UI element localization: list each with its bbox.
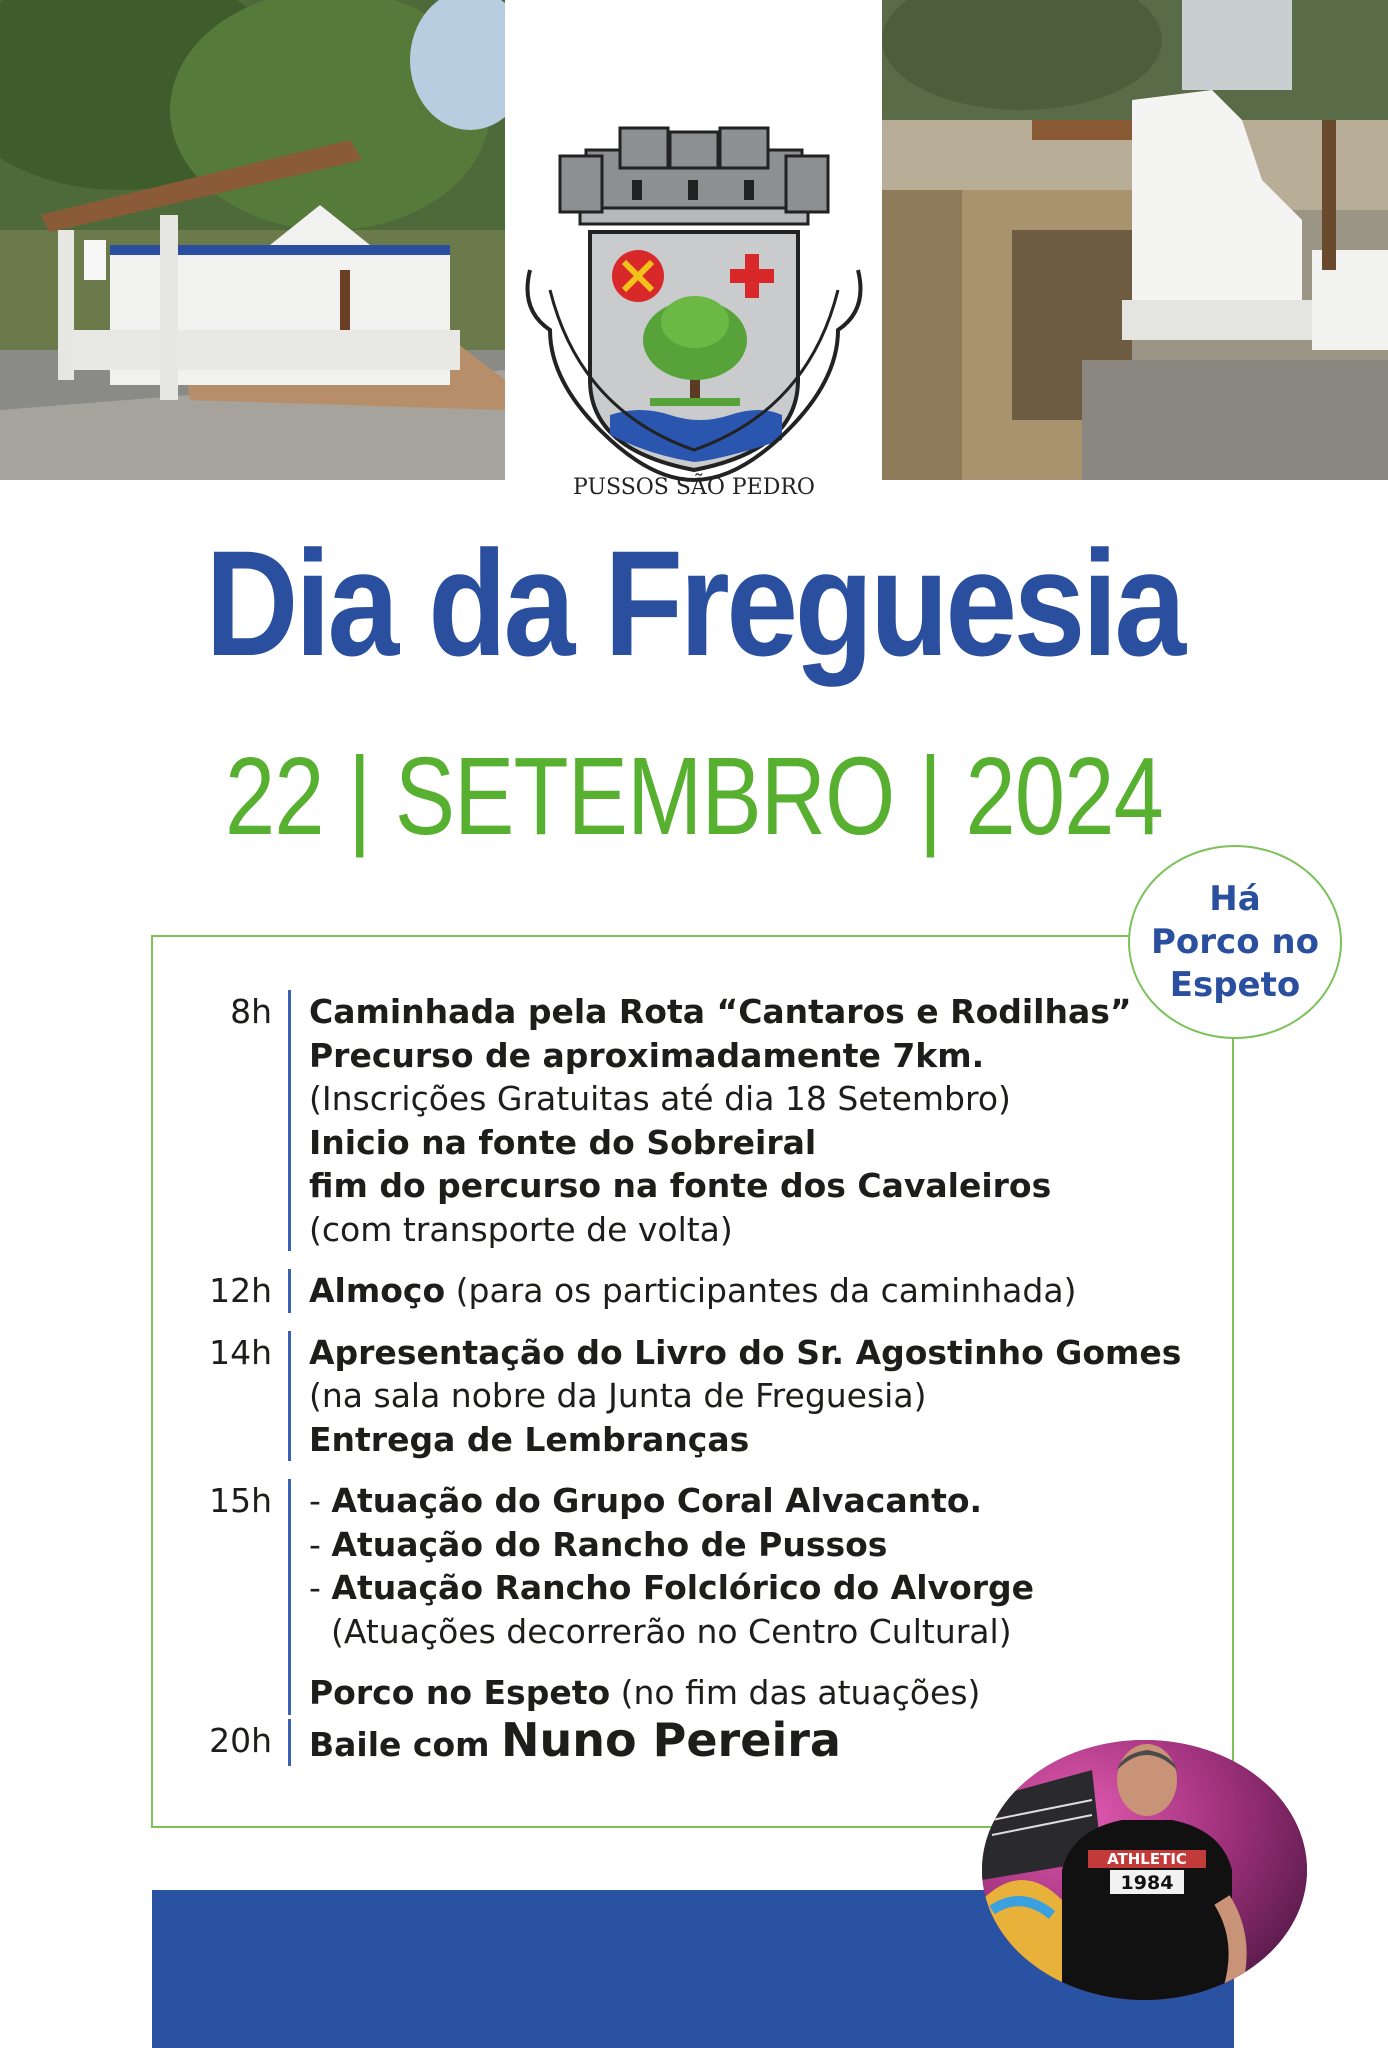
schedule-line: (na sala nobre da Junta de Freguesia) <box>309 1376 927 1415</box>
badge-line-1: Há <box>1209 878 1261 919</box>
schedule-line-bold: Porco no Espeto <box>309 1673 611 1712</box>
schedule-line: (Atuações decorrerão no Centro Cultural) <box>331 1611 1012 1651</box>
shirt-brand: ATHLETIC <box>1107 1850 1187 1868</box>
schedule-time: 14h <box>160 1331 291 1462</box>
schedule-time: 12h <box>160 1269 291 1313</box>
bullet-dash: - <box>309 1568 332 1607</box>
event-schedule <box>160 990 1240 1766</box>
schedule-time: 8h <box>160 990 291 1251</box>
schedule-time: 20h <box>160 1719 291 1767</box>
schedule-item-8h <box>160 990 1240 1251</box>
page-title: Dia da Freguesia <box>205 519 1183 687</box>
crest-ribbon-text: PUSSOS SÃO PEDRO <box>573 475 815 500</box>
bullet-dash: - <box>309 1524 332 1564</box>
schedule-line-text: Atuação Rancho Folclórico do Alvorge <box>331 1568 1034 1607</box>
schedule-line: fim do percurso na fonte dos Cavaleiros <box>309 1166 1052 1205</box>
schedule-line-note: (para os participantes da caminhada) <box>445 1271 1077 1310</box>
schedule-line-text: Atuação do Grupo Coral Alvacanto. <box>331 1481 983 1520</box>
schedule-line <box>309 1269 1076 1313</box>
schedule-line: Precurso de aproximadamente 7km. <box>309 1035 985 1075</box>
schedule-line <box>309 1712 841 1767</box>
schedule-line-note: (no fim das atuações) <box>610 1673 981 1712</box>
performer-photo <box>982 1740 1307 2000</box>
badge-line-2: Porco no <box>1151 921 1319 962</box>
parish-coat-of-arms <box>520 110 868 500</box>
schedule-line: Caminhada pela Rota “Cantaros e Rodilhas” <box>309 992 1132 1031</box>
schedule-line: (Inscrições Gratuitas até dia 18 Setembro) <box>309 1079 1011 1118</box>
schedule-item-14h <box>160 1331 1240 1462</box>
schedule-line-bold: Baile com <box>309 1724 502 1764</box>
schedule-line <box>309 1671 1034 1715</box>
schedule-line: Apresentação do Livro do Sr. Agostinho Gomes <box>309 1332 1182 1372</box>
schedule-line <box>309 1479 1034 1523</box>
schedule-line-text: Atuação do Rancho de Pussos <box>331 1524 888 1564</box>
event-date: 22 | SETEMBRO | 2024 <box>225 735 1163 858</box>
schedule-line: (com transporte de volta) <box>309 1209 733 1249</box>
fountain-photo-left <box>0 0 505 480</box>
badge-line-3: Espeto <box>1169 964 1301 1005</box>
bullet-dash: - <box>309 1481 332 1520</box>
schedule-item-12h <box>160 1269 1240 1313</box>
schedule-time: 15h <box>160 1479 291 1715</box>
schedule-line-bold: Almoço <box>309 1271 446 1310</box>
schedule-line: Entrega de Lembranças <box>309 1419 750 1459</box>
schedule-line: Inicio na fonte do Sobreiral <box>309 1122 817 1162</box>
schedule-line <box>309 1523 1034 1567</box>
schedule-line <box>309 1566 1034 1610</box>
shirt-year: 1984 <box>1120 1872 1174 1894</box>
schedule-item-15h <box>160 1479 1240 1715</box>
fountain-photo-right <box>882 0 1388 480</box>
performer-name: Nuno Pereira <box>501 1712 841 1767</box>
